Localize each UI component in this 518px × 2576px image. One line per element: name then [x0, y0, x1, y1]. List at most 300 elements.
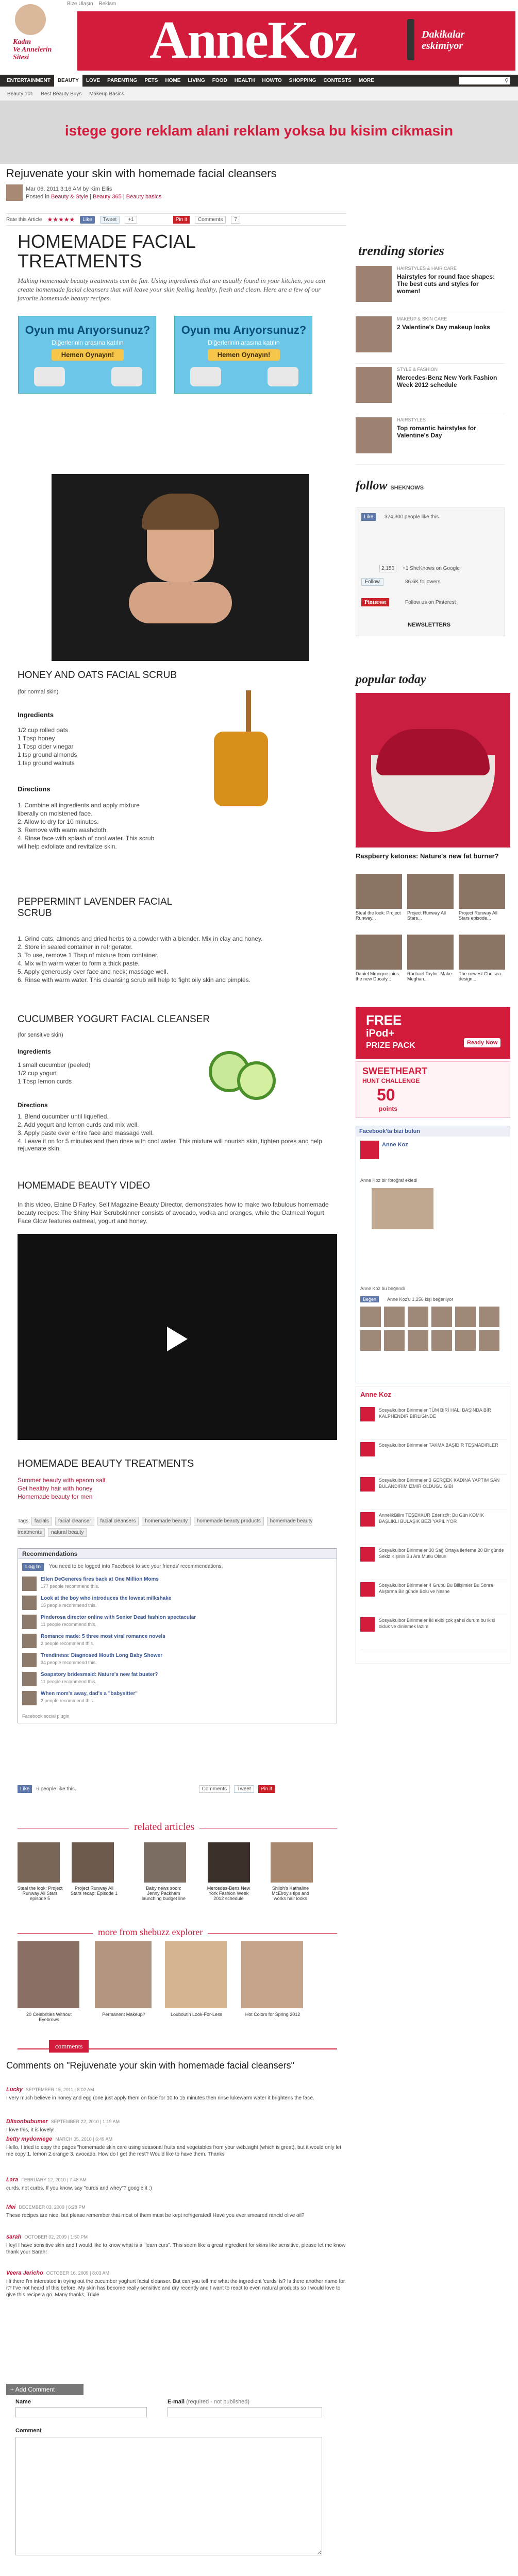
promo-button[interactable]: Ready Now — [464, 1038, 500, 1047]
gplus-count: 2,150 — [379, 565, 396, 572]
header-logo-left[interactable] — [13, 4, 77, 61]
comment-date: SEPTEMBER 22, 2010 | 1:19 AM — [51, 2119, 120, 2124]
trending-title[interactable]: 2 Valentine's Day makeup looks — [397, 324, 490, 331]
fb-post-image — [372, 1188, 433, 1229]
direction-item: 1. Blend cucumber until liquefied. — [18, 1113, 109, 1120]
fb-rec-title[interactable]: When mom's away, dad's a "babysitter" — [41, 1691, 138, 1697]
tag[interactable]: facial cleansers — [97, 1517, 139, 1526]
sweetheart-promo[interactable] — [356, 1061, 510, 1118]
comment-text: Hey! I have sensitive skin and I would like to know what is a "learn curs". This seem like a great ingredient for skins like sensitive, please let me know thank your Sarah! — [6, 2243, 346, 2255]
comment-author[interactable]: Dlixonbubumer — [6, 2119, 48, 2125]
promo-free: FREE — [366, 1012, 402, 1028]
comment-text: Hi there I'm interested in trying out the cucumber yoghurt facial cleanser. But can you tell me what the ingredient 'curds' is? Is there another name for it? I've not heard of this before. My skin has become really sensitive and dry recently and I want to react to even natural products so I would love to give this recipe a go. Many thanks, Trixie — [6, 2279, 345, 2298]
fb-face-avatar[interactable] — [455, 1307, 476, 1327]
trending-thumb — [356, 266, 392, 302]
promo-prize: PRIZE PACK — [366, 1041, 415, 1050]
related-article-link[interactable]: Steal the look: Project Runway All Stars episode 5 — [17, 1886, 63, 1901]
fb-face-avatar[interactable] — [384, 1307, 405, 1327]
email-label — [168, 2399, 249, 2405]
tweet — [360, 1475, 507, 1510]
nav-item-food[interactable]: FOOD — [212, 78, 227, 83]
fb-face-avatar[interactable] — [479, 1330, 499, 1351]
comment-author[interactable]: Lara — [6, 2177, 19, 2183]
related-thumb[interactable] — [18, 1842, 60, 1883]
fb-post-text: Anne Koz bir fotoğraf ekledi — [360, 1178, 417, 1183]
email-label-text: E-mail — [168, 2399, 185, 2405]
explorer-link[interactable]: 20 Celebrities Without Eyebrows — [26, 2012, 72, 2022]
nav-item-entertainment[interactable]: ENTERTAINMENT — [7, 78, 51, 83]
game-ad-sub: Diğerlerinin arasına katılın — [52, 339, 124, 346]
related-link[interactable]: Summer beauty with epsom salt — [18, 1477, 106, 1484]
sub-nav — [0, 87, 518, 101]
recipe-note: (for sensitive skin) — [18, 1032, 63, 1038]
trending-item[interactable] — [356, 263, 505, 313]
tag[interactable]: facial cleanser — [55, 1517, 94, 1526]
popular-small-item[interactable] — [459, 874, 508, 921]
nav-item-home[interactable]: HOME — [165, 78, 181, 83]
recipe-note: (for normal skin) — [18, 689, 59, 695]
search-icon[interactable]: ⚲ — [504, 78, 509, 84]
comment-date: DECEMBER 03, 2009 | 6:28 PM — [19, 2205, 86, 2210]
comment-field[interactable] — [15, 2437, 322, 2555]
add-comment-button[interactable]: + Add Comment — [6, 2384, 83, 2395]
ingredient-item: 1 Tbsp lemon curds — [18, 1078, 72, 1085]
tweet-avatar — [360, 1582, 375, 1597]
fb-rec-count: 11 people recommend this. — [41, 1679, 96, 1684]
fb-face-avatar[interactable] — [479, 1307, 499, 1327]
explorer-link[interactable]: Louboutin Look-For-Less — [170, 2012, 223, 2017]
tag[interactable]: homemade beauty treatments — [18, 1517, 312, 1537]
popular-headline[interactable]: Raspberry ketones: Nature's new fat burner? — [356, 852, 499, 860]
follow-title — [356, 479, 424, 493]
explorer-link[interactable]: Hot Colors for Spring 2012 — [245, 2012, 300, 2017]
promo-sweet: SWEETHEART — [362, 1066, 427, 1076]
tweet-avatar — [360, 1512, 375, 1527]
fb-rec-list — [22, 1575, 331, 1709]
direction-item: 3. To use, remove 1 Tbsp of mixture from container. — [18, 952, 159, 959]
top-link-contact[interactable]: Bize Ulaşın — [67, 1, 93, 7]
tweet-button[interactable]: Tweet — [234, 1785, 254, 1793]
header-woman-photo — [15, 4, 46, 35]
comment-text: I very much believe in honey and egg (one just apply them on face for 10 to 15 minutes then rinse lukewarm water it brightens the face. — [6, 2095, 314, 2101]
fb-rec-footer: Facebook social plugin — [22, 1714, 70, 1719]
fb-rec-title[interactable]: Soapstory bridesmaid: Nature's new fat buster? — [41, 1672, 158, 1677]
fb-rec-title[interactable]: Ellen DeGeneres fires back at One Million Moms — [41, 1577, 159, 1582]
author-avatar — [6, 184, 23, 201]
related-thumb[interactable] — [208, 1842, 250, 1883]
comment-date: FEBRUARY 12, 2010 | 7:48 AM — [21, 2177, 87, 2182]
tag[interactable]: facials — [31, 1517, 52, 1526]
tweet-button[interactable]: Tweet — [100, 216, 120, 224]
pinterest-button[interactable]: Pinterest — [361, 598, 389, 606]
popular-small-title[interactable]: Daniel Mmogue joins the new Ducaty... — [356, 971, 399, 981]
nav-item-pets[interactable]: PETS — [144, 78, 158, 83]
honey-jar — [214, 732, 268, 806]
play-icon[interactable] — [167, 1327, 188, 1351]
direction-item: 1. Grind oats, almonds and dried herbs to a powder with a blender. Mix in clay and honey. — [18, 935, 263, 942]
directions-label: Directions — [18, 785, 51, 793]
game-ad-button[interactable]: Hemen Oynayın! — [208, 349, 280, 361]
fb-face-avatar[interactable] — [408, 1330, 428, 1351]
explorer-thumb[interactable] — [241, 1941, 303, 2008]
comment-author[interactable]: Lucky — [6, 2087, 23, 2093]
fb-face-avatar[interactable] — [431, 1307, 452, 1327]
post-intro: Making homemade beauty treatments can be fun. Using ingredients that are usually found in your kitchen, you can create homemade facial cleansers that will leave your skin feeling healthy, fresh and clean. Here are a few of our favorite homemade beauty recipes. — [18, 277, 325, 302]
comment — [6, 2234, 346, 2256]
fb-page-avatar — [360, 1141, 379, 1159]
trending-category: MAKEUP & SKIN CARE — [397, 316, 447, 321]
direction-item: 4. Rinse face with splash of cool water. This scrub — [18, 835, 155, 842]
comment — [6, 2177, 346, 2192]
comment-date: MARCH 05, 2010 | 6:49 AM — [55, 2137, 113, 2142]
fb-rec-item[interactable] — [22, 1575, 331, 1595]
fb-like-button[interactable]: Like — [80, 216, 94, 224]
nav-item-health[interactable]: HEALTH — [234, 78, 255, 83]
popular-small-title[interactable]: Project Runway All Stars episode... — [459, 910, 498, 921]
comment-author[interactable]: betty mydowiege — [6, 2136, 53, 2142]
trending-thumb — [356, 417, 392, 453]
fb-like-count: Anne Koz'u 1,256 kişi beğeniyor — [387, 1297, 454, 1302]
game-controller-icon — [34, 367, 65, 386]
nav-item-howto[interactable]: HOWTO — [262, 78, 282, 83]
header-banner — [77, 11, 515, 71]
tweet — [360, 1440, 507, 1475]
comment-text: curds, not curbs. If you know, say "curds and whey"? google it :) — [6, 2185, 152, 2191]
comment-text: Hello, I tried to copy the pages "homemade skin care using seasonal fruits and vegetables from your web.sight (which is great), but it would only let me copy 1. lemon 2.orange 3. avocado. How do I get the rest? Would like to have them. Thanks — [6, 2145, 341, 2157]
tweet-text: Sosyalkulbor Birinmeler 30 Sağ Ortaya ilerleme 20 Bir günde Sekiz Kişinin Bu Ara Mutlu Olsun — [379, 1548, 504, 1559]
popular-small-title[interactable]: Project Runway All Stars... — [407, 910, 446, 921]
tweet — [360, 1510, 507, 1545]
explorer-thumb[interactable] — [165, 1941, 227, 2008]
pin-button[interactable]: Pin it — [258, 1785, 275, 1793]
game-ad-right[interactable] — [174, 316, 312, 394]
direction-item: 1. Combine all ingredients and apply mixture — [18, 802, 140, 809]
twitter-follow-button[interactable]: Follow — [361, 578, 383, 586]
explorer-thumb[interactable] — [18, 1941, 79, 2008]
fb-rec-title: Recommendations — [18, 1549, 337, 1559]
popular-small-title[interactable]: Steal the look: Project Runway... — [356, 910, 401, 921]
rate-label: Rate this Article — [6, 216, 42, 223]
explorer-thumb[interactable] — [95, 1941, 152, 2008]
popular-small-thumb — [459, 935, 505, 970]
fb-rec-thumb — [22, 1691, 37, 1705]
top-link-ad[interactable]: Reklam — [98, 1, 116, 7]
category-link[interactable]: Beauty & Style — [51, 194, 89, 200]
popular-title: popular today — [356, 673, 426, 686]
game-ad-title: Oyun mu Arıyorsunuz? — [25, 324, 151, 336]
fb-rec-item[interactable] — [22, 1633, 331, 1652]
direction-item: 4. Mix with warm water to form a thick paste. — [18, 960, 140, 967]
fb-login-text: You need to be logged into Facebook to see your friends' recommendations. — [49, 1564, 223, 1569]
comment — [6, 2204, 346, 2219]
direction-item: 6. Rinse with warm water. This cleansing scrub will help to fight oily skin and pimples. — [18, 976, 250, 984]
ingredient-item: 1 tsp ground almonds — [18, 751, 77, 758]
ad-banner-text: istege gore reklam alani reklam yoksa bu kisim cikmasin — [64, 123, 454, 139]
related-title: related articles — [129, 1821, 199, 1833]
popular-small-title[interactable]: Rachael Taylor: Make Meghan... — [407, 971, 452, 981]
woman-hair — [142, 494, 219, 530]
raspberry-image[interactable] — [356, 693, 510, 848]
nav-item-shopping[interactable]: SHOPPING — [289, 78, 316, 83]
ingredient-item: 1/2 cup yogurt — [18, 1070, 57, 1077]
sub-nav-item[interactable]: Best Beauty Buys — [41, 91, 82, 97]
follow-brand: SHEKNOWS — [390, 485, 424, 491]
related-article-link[interactable]: Shiloh's Kathaline McElroy's tips and works hair looks — [272, 1886, 309, 1901]
popular-small-thumb — [407, 874, 454, 909]
popular-small-item[interactable] — [356, 874, 405, 921]
popular-small-item[interactable] — [407, 874, 456, 921]
comments-button[interactable]: Comments — [199, 1785, 230, 1793]
related-article-link[interactable]: Baby news soon: Jenny Packham launching budget line — [141, 1886, 186, 1901]
fb-rec-item[interactable] — [22, 1595, 331, 1614]
related-thumb[interactable] — [144, 1842, 186, 1883]
promo-points-label: points — [379, 1105, 397, 1112]
game-controller-icon — [268, 367, 298, 386]
ad-banner-placeholder — [0, 101, 518, 164]
tag[interactable]: natural beauty — [48, 1528, 87, 1537]
popular-small-thumb — [356, 935, 402, 970]
trending-category: STYLE & FASHION — [397, 367, 438, 372]
lipstick-icon — [407, 19, 414, 60]
game-ad-left[interactable] — [18, 316, 156, 394]
twitter-title: Anne Koz — [360, 1391, 391, 1398]
follow-word: follow — [356, 479, 388, 493]
trending-list — [356, 263, 505, 465]
tweet-text: Sosyalkulbor Birinmeler İki ekibi çok şahsi durum bu ikisi olduk ve dinlemek lazım — [379, 1618, 495, 1629]
fb-like-button[interactable]: Like — [361, 513, 376, 521]
popular-small-item[interactable] — [356, 935, 405, 981]
fb-face-avatar[interactable] — [360, 1307, 381, 1327]
trending-item[interactable] — [356, 364, 505, 414]
comment-meta — [6, 2177, 346, 2183]
trending-category: HAIRSTYLES & HAIR CARE — [397, 266, 457, 271]
nav-item-parenting[interactable]: PARENTING — [107, 78, 138, 83]
fb-rec-count: 15 people recommend this. — [41, 1603, 97, 1608]
trending-item[interactable] — [356, 313, 505, 364]
tag[interactable]: homemade beauty — [142, 1517, 191, 1526]
comment — [6, 2087, 346, 2102]
popular-small-item[interactable] — [407, 935, 456, 981]
video-title: HOMEMADE BEAUTY VIDEO — [18, 1180, 151, 1191]
game-ad-button[interactable]: Hemen Oynayın! — [52, 349, 124, 361]
related-thumb[interactable] — [271, 1842, 313, 1883]
direction-item: 5. Apply generously over face and neck; massage well. — [18, 968, 169, 975]
game-controller-icon — [190, 367, 221, 386]
email-field[interactable] — [168, 2407, 322, 2417]
tweet-text: Sosyalkulbor Birinmeler 3 GERÇEK KADINA YAPTIM SAN BULANDIRIM İZMİR OLDUĞU GİBİ — [379, 1478, 500, 1489]
comment-text: These recipes are nice, but please remember that most of them must be kept refrigerated! Have you ever smeared rancid olive oil? — [6, 2213, 305, 2218]
comment — [6, 2119, 346, 2133]
promo-hunt: HUNT CHALLENGE — [362, 1077, 420, 1084]
logo[interactable]: AnneKoz — [149, 10, 357, 70]
fb-face-avatar[interactable] — [431, 1330, 452, 1351]
trending-title[interactable]: Top romantic hairstyles for Valentine's Day — [397, 425, 476, 439]
fb-like-count: 324,300 people like this. — [385, 514, 440, 520]
nav-item-living[interactable]: LIVING — [188, 78, 205, 83]
fb-like-button[interactable]: Beğen — [360, 1296, 379, 1302]
raspberry-pile — [376, 729, 490, 775]
tweet-list — [360, 1405, 507, 1650]
trending-title[interactable]: Mercedes-Benz New York Fashion Week 2012 schedule — [397, 374, 497, 388]
recipe-title: CUCUMBER YOGURT FACIAL CLEANSER — [18, 1014, 210, 1025]
nav-item-contests[interactable]: CONTESTS — [323, 78, 352, 83]
video-player[interactable] — [18, 1234, 337, 1440]
post-heading: HOMEMADE FACIAL TREATMENTS — [18, 231, 195, 272]
fb-rec-title[interactable]: Pinderosa director online with Senior Dead fashion spectacular — [41, 1615, 196, 1620]
fb-login-button[interactable]: Log In — [22, 1563, 44, 1571]
comment-meta — [6, 2136, 346, 2142]
tweet-text: Sosyalkulbor Birinmeler TAKMA BAŞIDIR TEŞMADIRLER — [379, 1443, 498, 1448]
ipod-promo[interactable] — [356, 1007, 510, 1059]
direction-item: 3. Remove with warm washcloth. — [18, 826, 108, 834]
fb-faces — [360, 1307, 505, 1353]
comment-author[interactable]: Mei — [6, 2204, 16, 2210]
fb-face-avatar[interactable] — [360, 1330, 381, 1351]
directions-label: Directions — [18, 1101, 48, 1109]
trending-thumb — [356, 316, 392, 352]
direction-item: liberally on moistened face. — [18, 810, 93, 817]
fb-rec-item[interactable] — [22, 1652, 331, 1671]
ingredients-label: Ingredients — [18, 711, 54, 719]
fb-rec-thumb — [22, 1634, 37, 1648]
fb-post-text: Anne Koz bu beğendi — [360, 1286, 405, 1291]
tweet-avatar — [360, 1617, 375, 1632]
header-tagline: Kadın Ve Annelerin Sitesi — [13, 38, 52, 61]
comment — [6, 2136, 346, 2158]
popular-small-title[interactable]: The newest Chelsea design... — [459, 971, 502, 981]
newsletter-link[interactable]: NEWSLETTERS — [408, 622, 451, 628]
direction-item: 3. Apply paste over entire face and massage well. — [18, 1129, 154, 1137]
twitter-follow-count: 86.6K followers — [405, 579, 441, 585]
comment-date: OCTOBER 16, 2009 | 8:03 AM — [46, 2270, 109, 2276]
fb-page-name[interactable]: Anne Koz — [382, 1142, 408, 1148]
related-link[interactable]: Homemade beauty for men — [18, 1493, 93, 1500]
comment-meta — [6, 2204, 346, 2210]
sub-nav-item[interactable]: Makeup Basics — [89, 91, 124, 97]
trending-title: trending stories — [358, 243, 444, 258]
sub-nav-item[interactable]: Beauty 101 — [7, 91, 34, 97]
tweet-avatar — [360, 1547, 375, 1562]
article-title: Rejuvenate your skin with homemade facial cleansers — [6, 167, 277, 180]
tweet-text: Sosyalkulbor Birinmeler 4 Grubu Bu Bilişimler Bu Sonra Alıştırma Bir günde Bolu ve Nesne — [379, 1583, 493, 1594]
pin-button[interactable]: Pin it — [173, 216, 190, 224]
tag[interactable]: homemade beauty products — [194, 1517, 264, 1526]
fb-rec-title[interactable]: Look at the boy who introduces the lowest milkshake — [41, 1596, 172, 1601]
honey-jar-image — [214, 690, 268, 808]
popular-small-item[interactable] — [459, 935, 508, 981]
direction-item: will help exfoliate and revitalize skin. — [18, 843, 117, 850]
tweet — [360, 1580, 507, 1615]
comment-meta — [6, 2087, 346, 2093]
category-link[interactable]: Beauty 365 — [93, 194, 122, 200]
fb-rec-count: 2 people recommend this. — [41, 1641, 94, 1646]
comment-author[interactable]: sarah — [6, 2234, 22, 2240]
ingredient-item: 1 Tbsp honey — [18, 735, 55, 742]
comment-date: OCTOBER 02, 2009 | 1:50 PM — [24, 2234, 88, 2240]
fb-rec-item[interactable] — [22, 1690, 331, 1709]
name-label: Name — [15, 2399, 31, 2405]
fb-like-button[interactable]: Like — [18, 1785, 32, 1793]
trending-category: HAIRSTYLES — [397, 417, 426, 422]
fb-recommendations — [18, 1548, 337, 1723]
related-link[interactable]: Get healthy hair with honey — [18, 1485, 93, 1492]
tweet-avatar — [360, 1442, 375, 1456]
explorer-title: more from shebuzz explorer — [93, 1927, 208, 1938]
name-field[interactable] — [15, 2407, 147, 2417]
nav-item-love[interactable]: LOVE — [86, 78, 101, 83]
comment-text: I love this, it is lovely! — [6, 2127, 55, 2133]
article-categories: Posted in Beauty & Style | Beauty 365 | Beauty basics — [26, 194, 162, 200]
comments-button[interactable]: Comments — [195, 216, 226, 224]
recipe-title: PEPPERMINT LAVENDER FACIAL SCRUB — [18, 896, 172, 919]
comment-meta — [6, 2119, 346, 2125]
tweet-text: AnnelikBilim TEŞEKKÜR Ederiz@: Bu Gün KOMİK BAŞLIKLI BULAŞIK BEZİ YAPILIYOR — [379, 1513, 484, 1524]
popular-small-thumb — [459, 874, 505, 909]
fb-box-title: Facebook'ta bizi bulun — [356, 1126, 510, 1137]
tweet-avatar — [360, 1477, 375, 1492]
related-thumb[interactable] — [72, 1842, 114, 1883]
video-text: In this video, Elaine D'Farley, Self Magazine Beauty Director, demonstrates how to make two fabulous homemade beauty recipes: The Shiny Hair Scrubskinner consists of avocado, vodka and oranges, while the Oatmeal Yogurt Face Glow features oatmeal, yogurt and honey. — [18, 1201, 329, 1225]
share-bar-top — [6, 213, 346, 226]
comments-tab: comments — [49, 2040, 89, 2053]
tweet-avatar — [360, 1407, 375, 1421]
fb-face-avatar[interactable] — [408, 1307, 428, 1327]
trending-title[interactable]: Hairstyles for round face shapes: The best cuts and styles for women! — [397, 273, 495, 295]
direction-item: 4. Leave it on for 5 minutes and then rinse with cool water. This mixture will nourish skin, tighten pores and help rejuvenate skin. — [18, 1138, 322, 1152]
nav-item-more[interactable]: MORE — [358, 78, 374, 83]
posted-label: Posted in — [26, 194, 49, 200]
pinterest-text[interactable]: Follow us on Pinterest — [405, 600, 456, 605]
google-follow-text[interactable]: +1 SheKnows on Google — [403, 566, 460, 571]
fb-face-avatar[interactable] — [384, 1330, 405, 1351]
trending-item[interactable] — [356, 414, 505, 465]
tweet-text: Sosyalkulbor Birinmeler TÜM BİRİ HALİ BAŞINDA BİR KALPHENDİR BİRLİĞİNDE — [379, 1408, 491, 1419]
fb-page-box — [356, 1126, 510, 1383]
fb-rec-title[interactable]: Romance made: 5 three most viral romance novels — [41, 1634, 165, 1639]
main-nav — [0, 75, 518, 87]
tags-label: Tags: — [18, 1518, 30, 1524]
explorer-link[interactable]: Permanent Makeup? — [102, 2012, 145, 2017]
comment-author[interactable]: Veera Jericho — [6, 2270, 43, 2276]
header — [0, 0, 518, 87]
ingredient-item: 1 Tbsp cider vinegar — [18, 743, 74, 750]
fb-rec-item[interactable] — [22, 1614, 331, 1633]
category-link[interactable]: Beauty basics — [126, 194, 162, 200]
top-links — [67, 1, 116, 7]
comment-label: Comment — [15, 2428, 42, 2434]
fb-rec-title[interactable]: Trendiness: Diagnosed Mouth Long Baby Shower — [41, 1653, 163, 1658]
gplus-button[interactable]: +1 — [125, 216, 137, 224]
rating-stars[interactable]: ★★★★★ — [47, 216, 75, 223]
tags — [18, 1516, 337, 1538]
tweet — [360, 1405, 507, 1440]
fb-face-avatar[interactable] — [455, 1330, 476, 1351]
promo-points: 50 — [377, 1086, 395, 1104]
ingredient-item: 1 small cucumber (peeled) — [18, 1061, 91, 1069]
recipe-title: HONEY AND OATS FACIAL SCRUB — [18, 670, 177, 681]
comment — [6, 2270, 346, 2298]
search-box[interactable] — [459, 77, 510, 84]
popular-small-grid — [356, 874, 510, 997]
ingredient-item: 1/2 cup rolled oats — [18, 726, 69, 734]
tweet — [360, 1545, 507, 1580]
related-article-link[interactable]: Mercedes-Benz New York Fashion Week 2012 schedule — [207, 1886, 250, 1901]
fb-rec-count: 11 people recommend this. — [41, 1622, 96, 1627]
fb-rec-item[interactable] — [22, 1671, 331, 1690]
fb-rec-count: 177 people recommend this. — [41, 1584, 99, 1589]
related-article-link[interactable]: Project Runway All Stars recap: Episode 1 — [70, 1886, 118, 1896]
nav-item-beauty[interactable]: BEAUTY — [54, 75, 82, 87]
